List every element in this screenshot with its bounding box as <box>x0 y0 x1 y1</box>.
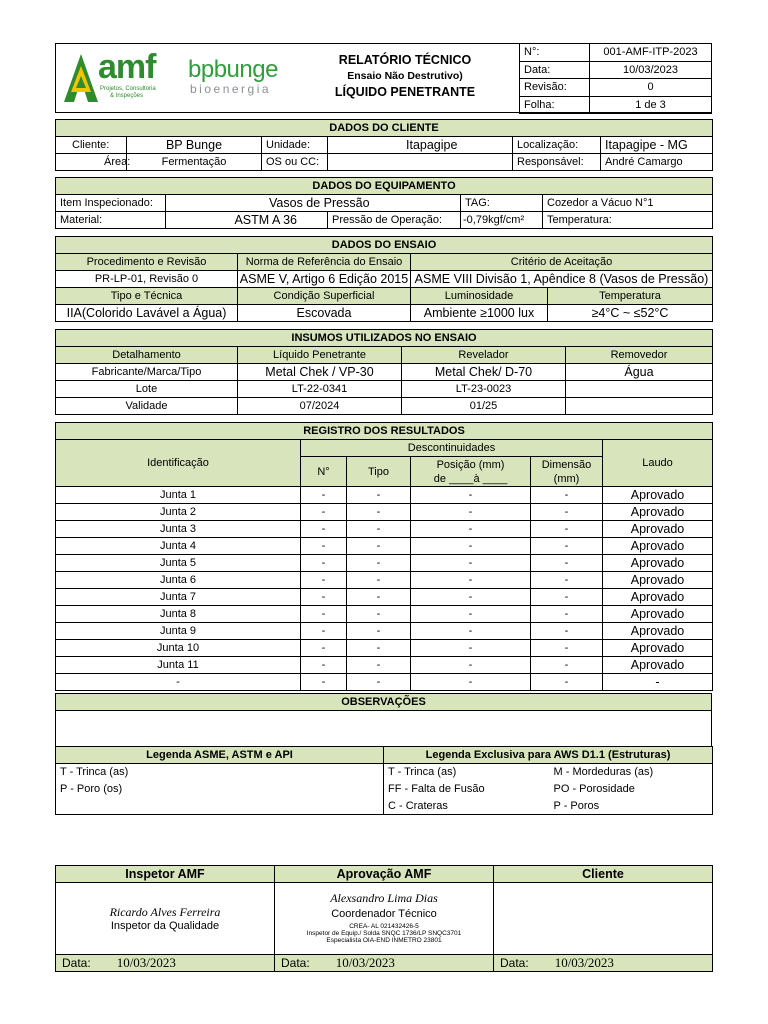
discontinuity-dimension: - <box>531 504 603 521</box>
meta-label: N°: <box>520 44 590 62</box>
consumables-cell: Fabricante/Marca/Tipo <box>56 364 238 381</box>
legend-aws-item: P - Poros <box>550 798 713 815</box>
joint-id: Junta 9 <box>56 623 301 640</box>
discontinuity-type: - <box>347 555 411 572</box>
meta-date: 10/03/2023 <box>590 61 712 79</box>
responsible-label: Responsável: <box>513 154 601 171</box>
discontinuity-type: - <box>347 657 411 674</box>
discontinuity-position: - <box>411 487 531 504</box>
approval-credential: CREA- AL 021432426-5 <box>349 922 419 930</box>
type-header: Tipo e Técnica <box>56 288 238 305</box>
consumables-cell: Metal Chek / VP-30 <box>238 364 402 381</box>
meta-label: Data: <box>520 61 590 79</box>
identification-header: Identificação <box>56 440 301 487</box>
legend-aws-item: T - Trinca (as) <box>384 764 550 781</box>
discontinuity-position: - <box>411 504 531 521</box>
legend-aws-item: C - Crateras <box>384 798 550 815</box>
inspector-signature-box <box>56 883 275 955</box>
consumables-section-title: INSUMOS UTILIZADOS NO ENSAIO <box>56 330 713 347</box>
standard-value: ASME V, Artigo 6 Edição 2015 <box>238 271 411 288</box>
test-value-row <box>56 305 713 322</box>
observations-text <box>56 711 712 749</box>
discontinuity-number: - <box>301 657 347 674</box>
results-row <box>56 487 713 504</box>
test-section <box>55 236 713 322</box>
verdict: Aprovado <box>603 657 713 674</box>
test-header-row <box>56 288 713 305</box>
temperature-label-text: Temperatura: <box>547 214 612 226</box>
discontinuity-number: - <box>301 623 347 640</box>
equipment-row <box>56 212 713 229</box>
discontinuity-dimension: - <box>531 487 603 504</box>
discontinuity-position: - <box>411 606 531 623</box>
discontinuity-dimension: - <box>531 538 603 555</box>
meta-row <box>520 96 712 114</box>
discontinuity-number: - <box>301 640 347 657</box>
legend-row <box>56 781 713 798</box>
approval-signature-box <box>275 883 494 955</box>
discontinuity-type: - <box>347 521 411 538</box>
client-value: BP Bunge <box>127 137 262 154</box>
verdict: Aprovado <box>603 589 713 606</box>
procedure-header: Procedimento e Revisão <box>56 254 238 271</box>
discontinuity-dimension: - <box>531 521 603 538</box>
legend-row <box>56 764 713 781</box>
meta-number: 001-AMF-ITP-2023 <box>590 44 712 62</box>
os-label: OS ou CC: <box>262 154 328 171</box>
consumables-cell: LT-22-0341 <box>238 381 402 398</box>
date-label: Data: <box>62 956 91 970</box>
amf-logo <box>64 48 174 106</box>
discontinuity-position: - <box>411 589 531 606</box>
discontinuity-number: - <box>301 674 347 691</box>
verdict: Aprovado <box>603 504 713 521</box>
meta-label: Revisão: <box>520 79 590 97</box>
results-row <box>56 504 713 521</box>
consumables-cell: Validade <box>56 398 238 415</box>
type-value: IIA(Colorido Lavável a Água) <box>56 305 238 322</box>
approval-credential: Especialista OIA-END INMETRO 23801 <box>326 937 442 945</box>
results-row <box>56 623 713 640</box>
consumables-cell: 01/25 <box>402 398 566 415</box>
number-header: N° <box>301 457 347 487</box>
consumables-cell: LT-23-0023 <box>402 381 566 398</box>
discontinuity-dimension: - <box>531 572 603 589</box>
test-value-row <box>56 271 713 288</box>
discontinuities-header: Descontinuidades <box>301 440 603 457</box>
date-label: Data: <box>281 956 310 970</box>
discontinuity-dimension: - <box>531 589 603 606</box>
discontinuity-type: - <box>347 504 411 521</box>
client-section <box>55 119 713 171</box>
client-signature-box <box>494 883 713 955</box>
meta-row <box>520 61 712 79</box>
joint-id: Junta 5 <box>56 555 301 572</box>
legend-asme-item: P - Poro (os) <box>56 781 384 798</box>
verdict: Aprovado <box>603 640 713 657</box>
consumables-cell: Metal Chek/ D-70 <box>402 364 566 381</box>
approval-date <box>275 955 494 972</box>
client-sign-title: Cliente <box>494 866 713 883</box>
discontinuity-position: - <box>411 538 531 555</box>
client-row <box>56 154 713 171</box>
equipment-section-title: DADOS DO EQUIPAMENTO <box>56 178 713 195</box>
inspector-date <box>56 955 275 972</box>
unit-label: Unidade: <box>262 137 328 154</box>
position-header-line1: Posição (mm) <box>436 458 505 471</box>
discontinuity-type: - <box>347 572 411 589</box>
legend-section <box>55 746 713 815</box>
signatures-section <box>55 865 713 972</box>
discontinuity-position: - <box>411 521 531 538</box>
detail-header: Detalhamento <box>56 347 238 364</box>
legend-aws-item: M - Mordeduras (as) <box>550 764 713 781</box>
discontinuity-number: - <box>301 538 347 555</box>
dimension-header-line1: Dimensão <box>541 458 592 471</box>
position-header-line2: de ____à ____ <box>433 472 508 485</box>
discontinuity-position: - <box>411 623 531 640</box>
consumables-header-row <box>56 347 713 364</box>
discontinuity-dimension: - <box>531 555 603 572</box>
report-title: RELATÓRIO TÉCNICO <box>338 53 472 67</box>
consumables-row <box>56 398 713 415</box>
area-value: Fermentação <box>127 154 262 171</box>
results-row <box>56 589 713 606</box>
consumables-cell: Água <box>566 364 713 381</box>
discontinuity-position: - <box>411 555 531 572</box>
client-section-title: DADOS DO CLIENTE <box>56 120 713 137</box>
results-row <box>56 538 713 555</box>
location-label: Localização: <box>513 137 601 154</box>
inspector-role: Inspetor da Qualidade <box>110 920 220 932</box>
meta-row <box>520 79 712 97</box>
discontinuity-position: - <box>411 657 531 674</box>
date-value: 10/03/2023 <box>335 955 395 970</box>
joint-id: Junta 1 <box>56 487 301 504</box>
equipment-row <box>56 195 713 212</box>
consumables-row <box>56 381 713 398</box>
legend-asme-item <box>56 798 384 815</box>
report-meta-table <box>519 43 712 114</box>
developer-header: Revelador <box>402 347 566 364</box>
discontinuity-type: - <box>347 487 411 504</box>
discontinuity-type: - <box>347 674 411 691</box>
results-row <box>56 521 713 538</box>
discontinuity-number: - <box>301 504 347 521</box>
date-value: 10/03/2023 <box>554 955 614 970</box>
discontinuity-dimension: - <box>531 657 603 674</box>
discontinuity-dimension: - <box>531 674 603 691</box>
inspector-title: Inspetor AMF <box>56 866 275 883</box>
results-row <box>56 657 713 674</box>
bioenergia-logo-text: bioenergia <box>190 82 272 96</box>
responsible-value: André Camargo <box>601 154 713 171</box>
discontinuity-number: - <box>301 572 347 589</box>
verdict: Aprovado <box>603 521 713 538</box>
joint-id: Junta 4 <box>56 538 301 555</box>
report-subtitle: Ensaio Não Destrutivo) <box>347 70 463 82</box>
legend-aws-title: Legenda Exclusiva para AWS D1.1 (Estruturas) <box>384 747 713 764</box>
inspector-signature: Ricardo Alves Ferreira <box>109 905 221 919</box>
position-header <box>411 457 531 487</box>
results-header-row <box>56 440 713 457</box>
consumables-row <box>56 364 713 381</box>
joint-id: - <box>56 674 301 691</box>
verdict: Aprovado <box>603 606 713 623</box>
verdict: - <box>603 674 713 691</box>
tag-value: Cozedor a Vácuo N°1 <box>543 195 713 212</box>
pressure-label: Pressão de Operação: <box>328 212 461 229</box>
material-label: Material: <box>56 212 166 229</box>
observations-section <box>55 693 712 749</box>
results-row <box>56 572 713 589</box>
area-label: Área: <box>56 154 127 171</box>
discontinuity-number: - <box>301 487 347 504</box>
report-method: LÍQUIDO PENETRANTE <box>334 85 476 99</box>
bpbunge-logo <box>188 58 288 100</box>
discontinuity-number: - <box>301 521 347 538</box>
results-row <box>56 674 713 691</box>
location-value: Itapagipe - MG <box>601 137 713 154</box>
discontinuity-position: - <box>411 572 531 589</box>
discontinuity-position: - <box>411 640 531 657</box>
dimension-header-line2: (mm) <box>553 472 580 485</box>
consumables-cell <box>566 381 713 398</box>
results-body <box>56 487 713 691</box>
surface-value: Escovada <box>238 305 411 322</box>
verdict: Aprovado <box>603 572 713 589</box>
item-value: Vasos de Pressão <box>166 195 461 212</box>
joint-id: Junta 3 <box>56 521 301 538</box>
luminosity-header: Luminosidade <box>411 288 548 305</box>
discontinuity-number: - <box>301 555 347 572</box>
results-row <box>56 606 713 623</box>
penetrant-header: Líquido Penetrante <box>238 347 402 364</box>
temperature-range-value: ≥4°C ~ ≤52°C <box>548 305 713 322</box>
discontinuity-dimension: - <box>531 623 603 640</box>
type-header: Tipo <box>347 457 411 487</box>
criteria-value: ASME VIII Divisão 1, Apêndice 8 (Vasos de Pressão) <box>411 271 713 288</box>
joint-id: Junta 2 <box>56 504 301 521</box>
amf-logo-tagline-1: Projetos, Consultoria <box>100 86 156 92</box>
legend-aws-item: FF - Falta de Fusão <box>384 781 550 798</box>
surface-header: Condição Superficial <box>238 288 411 305</box>
verdict: Aprovado <box>603 487 713 504</box>
results-row <box>56 555 713 572</box>
tag-label: TAG: <box>461 195 543 212</box>
joint-id: Junta 8 <box>56 606 301 623</box>
approval-title: Aprovação AMF <box>275 866 494 883</box>
material-value: ASTM A 36 <box>166 212 328 229</box>
discontinuity-type: - <box>347 606 411 623</box>
joint-id: Junta 7 <box>56 589 301 606</box>
luminosity-value: Ambiente ≥1000 lux <box>411 305 548 322</box>
approval-credential: Inspetor de Equip./ Solda SNQC 1736/LP SNQC3701 <box>306 929 462 937</box>
date-label: Data: <box>500 956 529 970</box>
legend-asme-title: Legenda ASME, ASTM e API <box>56 747 384 764</box>
discontinuity-type: - <box>347 589 411 606</box>
verdict: Aprovado <box>603 623 713 640</box>
discontinuity-dimension: - <box>531 606 603 623</box>
meta-revision: 0 <box>590 79 712 97</box>
verdict-header: Laudo <box>603 440 713 487</box>
meta-row <box>520 44 712 62</box>
pressure-value: -0,79kgf/cm² <box>461 212 543 229</box>
item-label: Item Inspecionado: <box>56 195 166 212</box>
remover-header: Removedor <box>566 347 713 364</box>
discontinuity-position: - <box>411 674 531 691</box>
results-row <box>56 640 713 657</box>
standard-header: Norma de Referência do Ensaio <box>238 254 411 271</box>
legend-aws-item: PO - Porosidade <box>550 781 713 798</box>
test-section-title: DADOS DO ENSAIO <box>56 237 713 254</box>
approval-role: Coordenador Técnico <box>331 907 437 920</box>
meta-sheet: 1 de 3 <box>590 96 712 114</box>
results-section <box>55 422 713 691</box>
unit-value: Itapagipe <box>328 137 513 154</box>
observations-title: OBSERVAÇÕES <box>56 694 712 711</box>
temperature-header: Temperatura <box>548 288 713 305</box>
consumables-cell: 07/2024 <box>238 398 402 415</box>
discontinuity-number: - <box>301 606 347 623</box>
discontinuity-type: - <box>347 623 411 640</box>
temperature-label <box>543 212 713 229</box>
joint-id: Junta 11 <box>56 657 301 674</box>
os-value <box>328 154 513 171</box>
criteria-header: Critério de Aceitação <box>411 254 713 271</box>
meta-label: Folha: <box>520 96 590 114</box>
equipment-section <box>55 177 713 229</box>
approval-signature: Alexsandro Lima Dias <box>330 891 438 906</box>
consumables-cell <box>566 398 713 415</box>
discontinuity-type: - <box>347 538 411 555</box>
discontinuity-dimension: - <box>531 640 603 657</box>
joint-id: Junta 6 <box>56 572 301 589</box>
legend-asme-item: T - Trinca (as) <box>56 764 384 781</box>
verdict: Aprovado <box>603 555 713 572</box>
client-label: Cliente: <box>56 137 127 154</box>
joint-id: Junta 10 <box>56 640 301 657</box>
client-date <box>494 955 713 972</box>
date-value: 10/03/2023 <box>116 955 176 970</box>
bpbunge-logo-text: bpbunge <box>188 56 278 83</box>
consumables-cell: Lote <box>56 381 238 398</box>
consumables-section <box>55 329 713 415</box>
verdict: Aprovado <box>603 538 713 555</box>
amf-logo-tagline-2: & Inspeções <box>110 93 144 99</box>
amf-logo-text: amf <box>98 48 156 86</box>
test-header-row <box>56 254 713 271</box>
procedure-value: PR-LP-01, Revisão 0 <box>56 271 238 288</box>
amf-logo-mark-icon <box>64 54 98 104</box>
legend-row <box>56 798 713 815</box>
discontinuity-number: - <box>301 589 347 606</box>
client-row <box>56 137 713 154</box>
discontinuity-type: - <box>347 640 411 657</box>
results-section-title: REGISTRO DOS RESULTADOS <box>56 423 713 440</box>
dimension-header <box>531 457 603 487</box>
report-title-block <box>300 52 510 101</box>
